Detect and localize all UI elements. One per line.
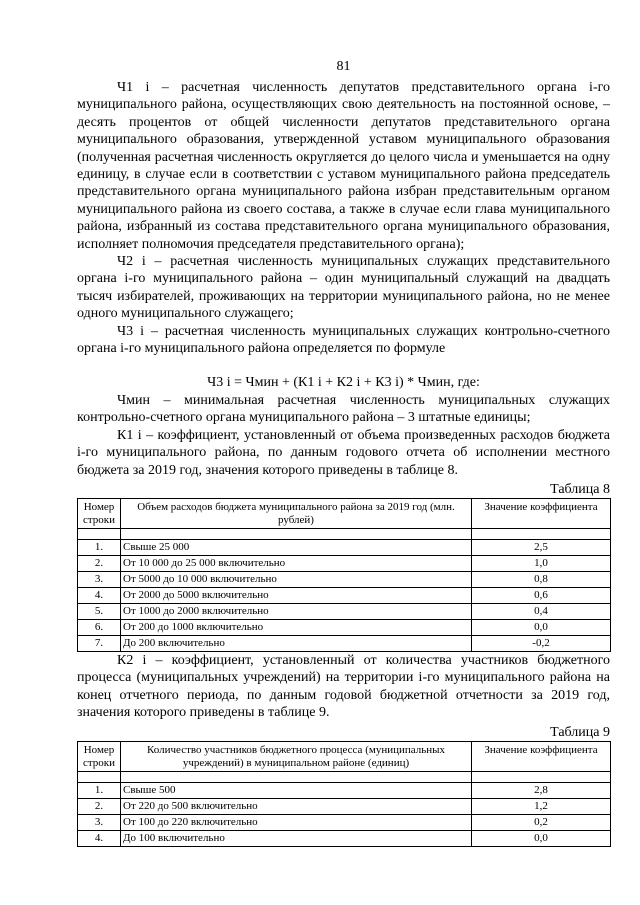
cell-num: 2.: [78, 798, 121, 814]
table-8: [77, 498, 611, 652]
cell-num: 3.: [78, 814, 121, 830]
header-num: Номер строки: [78, 498, 121, 528]
cell-num: 4.: [78, 830, 121, 846]
cell-num: 2.: [78, 555, 121, 571]
table-row: [78, 814, 611, 830]
table-row: [78, 830, 611, 846]
cell-num: 1.: [78, 539, 121, 555]
header-coef: Значение коэффициента: [472, 741, 611, 771]
table-header-row: [78, 741, 611, 771]
paragraph-ch1: Ч1 i – расчетная численность депутатов представительного органа i-го муниципального района, осуществляющих свою деятельность на постоянной основе, – десять процентов от общей численности депутатов представительного органа муниципального образования, утвержденной уставом муниципального образования (полученная расчетная численность округляется до целого числа и уменьшается на одну единицу, в случае если в соответствии с уставом муниципального района председатель представительного органа муниципального района избран представительным органом муниципального района из своего состава, а также в случае если глава муниципального района, избранный из состава представительного органа муниципального образования, исполняет полномочия председателя представительного органа);: [77, 80, 610, 252]
cell-num: 4.: [78, 587, 121, 603]
cell-desc: От 200 до 1000 включительно: [121, 619, 472, 635]
header-desc: Количество участников бюджетного процесса (муниципальных учреждений) в муниципальном районе (единиц): [121, 741, 472, 771]
cell-coef: 0,8: [472, 571, 611, 587]
cell-num: 6.: [78, 619, 121, 635]
cell-desc: До 200 включительно: [121, 635, 472, 651]
table-row: [78, 635, 611, 651]
table8-caption: Таблица 8: [550, 481, 610, 497]
paragraph-ch2: Ч2 i – расчетная численность муниципальных служащих представительного органа i-го муниципального района – один муниципальный служащий на двадцать тысяч избирателей, проживающих на территории муниципального района, но не менее одного муниципального служащего;: [77, 254, 610, 322]
table-row: [78, 619, 611, 635]
table-row: [78, 539, 611, 555]
cell-coef: 0,6: [472, 587, 611, 603]
cell-desc: Свыше 25 000: [121, 539, 472, 555]
paragraph-k2: К2 i – коэффициент, установленный от количества участников бюджетного процесса (муниципальных учреждений) на территории i-го муниципального района на конец отчетного периода, по данным годовой бюджетной отчетности за 2019 год, значения которого приведены в таблице 9.: [77, 652, 610, 721]
paragraph-ch3: Ч3 i – расчетная численность муниципальных служащих контрольно-счетного органа i-го муниципального района определяется по формуле: [77, 323, 610, 357]
cell-desc: Свыше 500: [121, 782, 472, 798]
table-spacer-row: [78, 771, 611, 782]
cell-num: 7.: [78, 635, 121, 651]
cell-coef: 0,0: [472, 619, 611, 635]
cell-num: 5.: [78, 603, 121, 619]
paragraph-k1: К1 i – коэффициент, установленный от объема произведенных расходов бюджета i-го муниципального района, по данным годового отчета об исполнении местного бюджета за 2019 год, значения которого приведены в таблице 8.: [77, 427, 610, 478]
cell-num: 1.: [78, 782, 121, 798]
document-page: [77, 58, 610, 847]
cell-num: 3.: [78, 571, 121, 587]
cell-coef: 0,2: [472, 814, 611, 830]
table-9: [77, 741, 611, 847]
cell-desc: От 2000 до 5000 включительно: [121, 587, 472, 603]
header-desc: Объем расходов бюджета муниципального района за 2019 год (млн. рублей): [121, 498, 472, 528]
page-number: 81: [336, 59, 351, 74]
cell-coef: 2,5: [472, 539, 611, 555]
table-row: [78, 603, 611, 619]
table-row: [78, 782, 611, 798]
cell-desc: От 100 до 220 включительно: [121, 814, 472, 830]
table-spacer-row: [78, 528, 611, 539]
formula: Ч3 i = Чмин + (К1 i + К2 i + К3 i) * Чмин, где:: [207, 374, 480, 390]
paragraph-chmin: Чмин – минимальная расчетная численность муниципальных служащих контрольно-счетного органа муниципального района – 3 штатные единицы;: [77, 392, 610, 426]
cell-coef: 0,4: [472, 603, 611, 619]
cell-coef: 2,8: [472, 782, 611, 798]
header-num: Номер строки: [78, 741, 121, 771]
header-coef: Значение коэффициента: [472, 498, 611, 528]
cell-coef: -0,2: [472, 635, 611, 651]
table-row: [78, 798, 611, 814]
table-row: [78, 587, 611, 603]
table-row: [78, 571, 611, 587]
cell-coef: 0,0: [472, 830, 611, 846]
cell-desc: До 100 включительно: [121, 830, 472, 846]
cell-coef: 1,2: [472, 798, 611, 814]
cell-desc: От 10 000 до 25 000 включительно: [121, 555, 472, 571]
table9-caption: Таблица 9: [550, 724, 610, 740]
cell-coef: 1,0: [472, 555, 611, 571]
table-row: [78, 555, 611, 571]
cell-desc: От 5000 до 10 000 включительно: [121, 571, 472, 587]
cell-desc: От 1000 до 2000 включительно: [121, 603, 472, 619]
cell-desc: От 220 до 500 включительно: [121, 798, 472, 814]
